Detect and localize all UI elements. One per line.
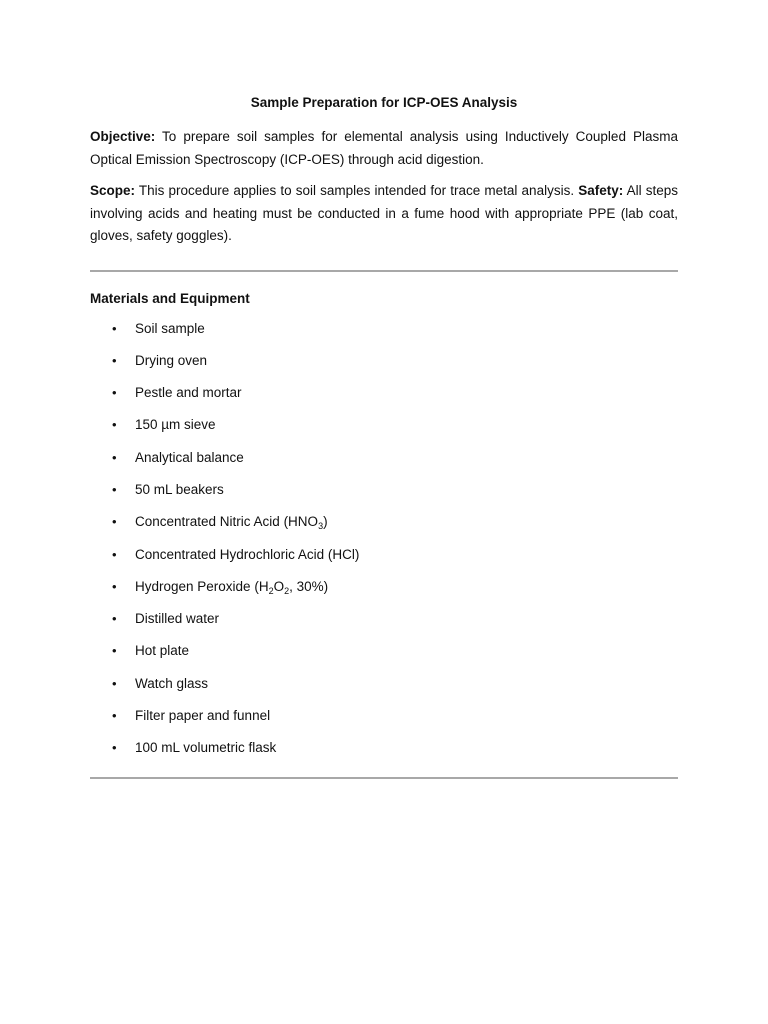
list-item — [90, 480, 678, 512]
formula-subscript: 2 — [284, 585, 290, 596]
list-item-text: Filter paper and funnel — [135, 708, 271, 724]
list-item — [90, 706, 678, 738]
list-item — [90, 319, 678, 351]
document-page — [90, 93, 678, 779]
bullet-icon: • — [112, 385, 117, 401]
list-item — [90, 738, 678, 770]
safety-text: All steps involving acids and heating must be conducted in a fume hood with appropriate PPE (lab coat, gloves, safety goggles). — [90, 183, 678, 243]
materials-list — [90, 319, 678, 771]
document-title: Sample Preparation for ICP-OES Analysis — [250, 95, 518, 110]
formula-prefix: Hydrogen Peroxide (H — [135, 578, 269, 594]
objective-label: Objective: — [90, 129, 156, 144]
list-item-text: Distilled water — [135, 611, 220, 627]
formula-subscript: 3 — [318, 521, 324, 532]
scope-safety-paragraph — [90, 180, 678, 248]
list-item-text — [135, 514, 328, 532]
list-item — [90, 351, 678, 383]
list-item — [90, 512, 678, 544]
list-item — [90, 674, 678, 706]
bullet-icon: • — [112, 740, 117, 756]
scope-label: Scope: — [90, 183, 136, 198]
list-item-text: Hot plate — [135, 643, 190, 659]
formula-mid: O — [273, 578, 285, 594]
scope-text: This procedure applies to soil samples intended for trace metal analysis. — [135, 183, 579, 198]
bullet-icon: • — [112, 708, 117, 724]
list-item — [90, 383, 678, 415]
list-item — [90, 609, 678, 641]
formula-suffix: , 30%) — [289, 578, 329, 594]
list-item — [90, 448, 678, 480]
bullet-icon: • — [112, 449, 117, 465]
bullet-icon: • — [112, 546, 117, 562]
list-item-text: Soil sample — [135, 320, 205, 336]
list-item — [90, 641, 678, 673]
formula-subscript: 2 — [268, 585, 274, 596]
list-item-text: 100 mL volumetric flask — [135, 740, 277, 756]
list-item — [90, 577, 678, 609]
bullet-icon: • — [112, 481, 117, 497]
list-item — [90, 415, 678, 447]
list-item-text: Drying oven — [135, 352, 208, 368]
list-item-text — [135, 579, 328, 594]
bullet-icon: • — [112, 320, 117, 336]
list-item-text: Analytical balance — [135, 449, 244, 465]
formula-suffix: ) — [323, 514, 328, 530]
list-item — [90, 545, 678, 577]
bullet-icon: • — [112, 675, 117, 691]
bullet-icon: • — [112, 352, 117, 368]
list-item-text: Pestle and mortar — [135, 385, 242, 401]
bullet-icon: • — [112, 578, 117, 594]
section-divider — [90, 777, 678, 779]
list-item-text: 50 mL beakers — [135, 481, 224, 497]
bullet-icon: • — [112, 643, 117, 659]
list-item-text: Concentrated Hydrochloric Acid (HCl) — [135, 546, 360, 562]
bullet-icon: • — [112, 514, 117, 530]
formula-prefix: Concentrated Nitric Acid (HNO — [135, 514, 319, 530]
bullet-icon: • — [112, 417, 117, 433]
list-item-text: Watch glass — [135, 675, 209, 691]
objective-paragraph — [90, 126, 678, 171]
list-item-text: 150 µm sieve — [135, 417, 216, 433]
materials-heading: Materials and Equipment — [90, 290, 250, 306]
section-divider — [90, 270, 678, 272]
safety-label: Safety: — [578, 183, 624, 198]
bullet-icon: • — [112, 611, 117, 627]
objective-text: To prepare soil samples for elemental analysis using Inductively Coupled Plasma Optical Emission Spectroscopy (ICP-OES) through acid digestion. — [90, 129, 678, 167]
